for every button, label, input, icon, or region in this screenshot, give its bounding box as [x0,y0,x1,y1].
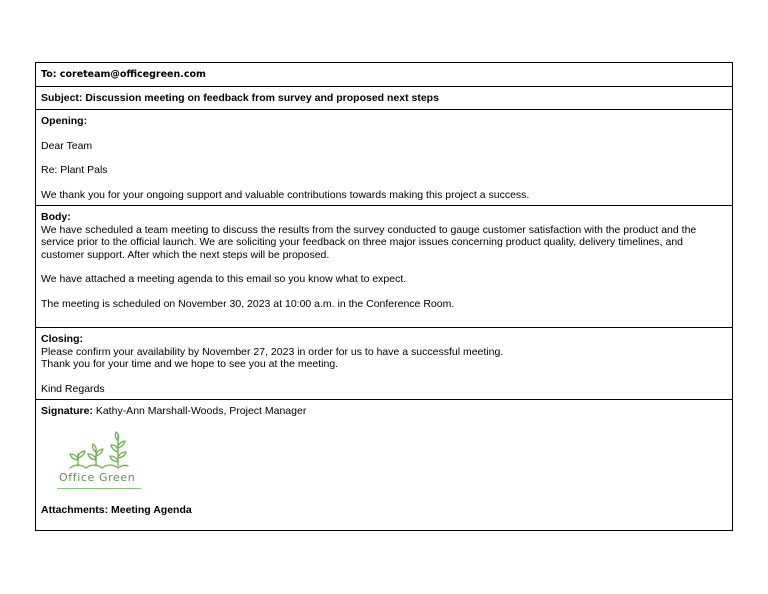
opening-thanks: We thank you for your ongoing support and valuable contributions towards making this project a success. [41,188,530,201]
signature-line [41,405,727,418]
plant-sprouts-icon [56,428,146,472]
body-paragraph-3: The meeting is scheduled on November 30, 2023 at 10:00 a.m. in the Conference Room. [41,297,455,310]
subject-field: Subject: Discussion meeting on feedback from survey and proposed next steps [41,92,439,104]
opening-re: Re: Plant Pals [41,164,108,176]
attachments-line: Attachments: Meeting Agenda [41,504,192,516]
closing-section [36,328,732,400]
closing-label: Closing: [41,333,83,345]
office-green-logo [56,428,146,490]
logo-underline [57,488,141,489]
to-field: To: coreteam@officegreen.com [41,69,206,80]
closing-line-1: Please confirm your availability by November 27, 2023 in order for us to have a successful meeting. [41,345,504,358]
body-paragraph-1: We have scheduled a team meeting to discuss the results from the survey conducted to gauge customer satisfaction with the product and the service prior to the official launch. We are soliciting your feedback on three major issues concerning product quality, delivery timelines, and customer support. After which the next steps will be proposed. [41,223,697,261]
opening-label: Opening: [41,115,88,127]
body-label: Body: [41,211,71,223]
signature-name: Kathy-Ann Marshall-Woods, Project Manager [92,405,307,417]
to-row [36,63,732,87]
closing-line-2: Thank you for your time and we hope to see you at the meeting. [41,358,339,370]
body-section [36,206,732,328]
signature-section [36,400,732,530]
body-paragraph-2: We have attached a meeting agenda to this email so you know what to expect. [41,273,407,285]
signature-label: Signature: [41,405,93,417]
subject-row [36,87,732,110]
closing-signoff: Kind Regards [41,382,105,395]
email-draft-table [35,62,733,531]
opening-greeting: Dear Team [41,139,93,152]
opening-section [36,110,732,206]
logo-text: Office Green [59,471,136,484]
